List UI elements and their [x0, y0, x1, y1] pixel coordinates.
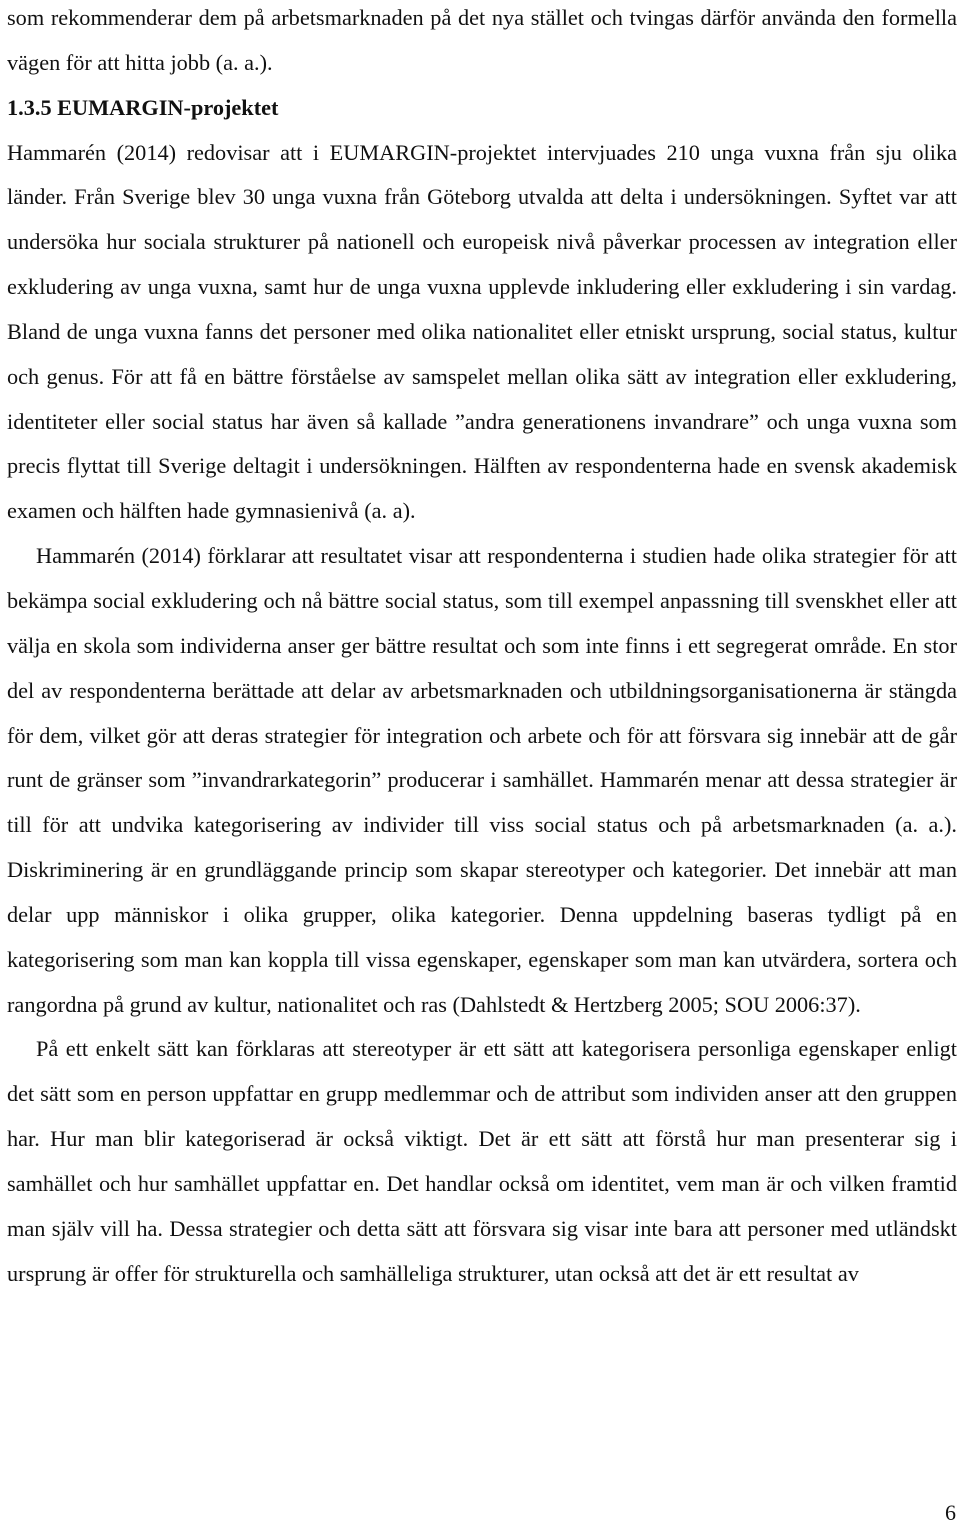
body-paragraph: Hammarén (2014) förklarar att resultatet visar att respondenterna i studien hade olika strategier för att bekämpa social exkludering och nå bättre social status, som till exempel anpassning till svenskhet eller att välja en skola som individerna anser ger bättre resultat och som inte finns i ett segregerat område. En stor del av respondenterna berättade att delar av arbetsmarknaden och utbildningsorganisationerna är stängda för dem, vilket gör att deras strategier för integration och arbete och för att försvara sig innebär att de går runt de gränser som ”invandrarkategorin” producerar i samhället. Hammarén menar att dessa strategier är till för att undvika kategorisering av individer till viss social status och på arbetsmarknaden (a. a.). Diskriminering är en grundläggande princip som skapar stereotyper och kategorier. Det innebär att man delar upp människor i olika grupper, olika kategorier. Denna uppdelning baseras tydligt på en kategorisering som man kan koppla till vissa egenskaper, egenskaper som man kan utvärdera, sortera och rangordna på grund av kultur, nationalitet och ras (Dahlstedt & Hertzberg 2005; SOU 2006:37). — [7, 543, 957, 1017]
document-page — [7, 0, 957, 1296]
page-number: 6 — [945, 1500, 956, 1525]
continuation-paragraph: som rekommenderar dem på arbetsmarknaden på det nya stället och tvingas därför använda den formella vägen för att hitta jobb (a. a.). — [7, 5, 957, 75]
section-heading: 1.3.5 EUMARGIN-projektet — [7, 94, 279, 120]
body-paragraph: Hammarén (2014) redovisar att i EUMARGIN-projektet intervjuades 210 unga vuxna från sju olika länder. Från Sverige blev 30 unga vuxna från Göteborg utvalda att delta i undersökningen. Syftet var att undersöka hur sociala strukturer på nationell och europeisk nivå påverkar processen av integration eller exkludering av unga vuxna, samt hur de unga vuxna upplevde inkludering eller exkludering i sin vardag. Bland de unga vuxna fanns det personer med olika nationalitet eller etniskt ursprung, social status, kultur och genus. För att få en bättre förståelse av samspelet mellan olika sätt av integration eller exkludering, identiteter eller social status har även så kallade ”andra generationens invandrare” och unga vuxna som precis flyttat till Sverige deltagit i undersökningen. Hälften av respondenterna hade en svensk akademisk examen och hälften hade gymnasienivå (a. a). — [7, 139, 957, 524]
body-paragraph: På ett enkelt sätt kan förklaras att stereotyper är ett sätt att kategorisera personliga egenskaper enligt det sätt som en person uppfattar en grupp medlemmar och de attribut som individen anser att den gruppen har. Hur man blir kategoriserad är också viktigt. Det är ett sätt att förstå hur man presenterar sig i samhället och hur samhället uppfattar en. Det handlar också om identitet, vem man är och vilken framtid man själv vill ha. Dessa strategier och detta sätt att försvara sig visar inte bara att personer med utländskt ursprung är offer för strukturella och samhälleliga strukturer, utan också att det är ett resultat av — [7, 1036, 957, 1286]
